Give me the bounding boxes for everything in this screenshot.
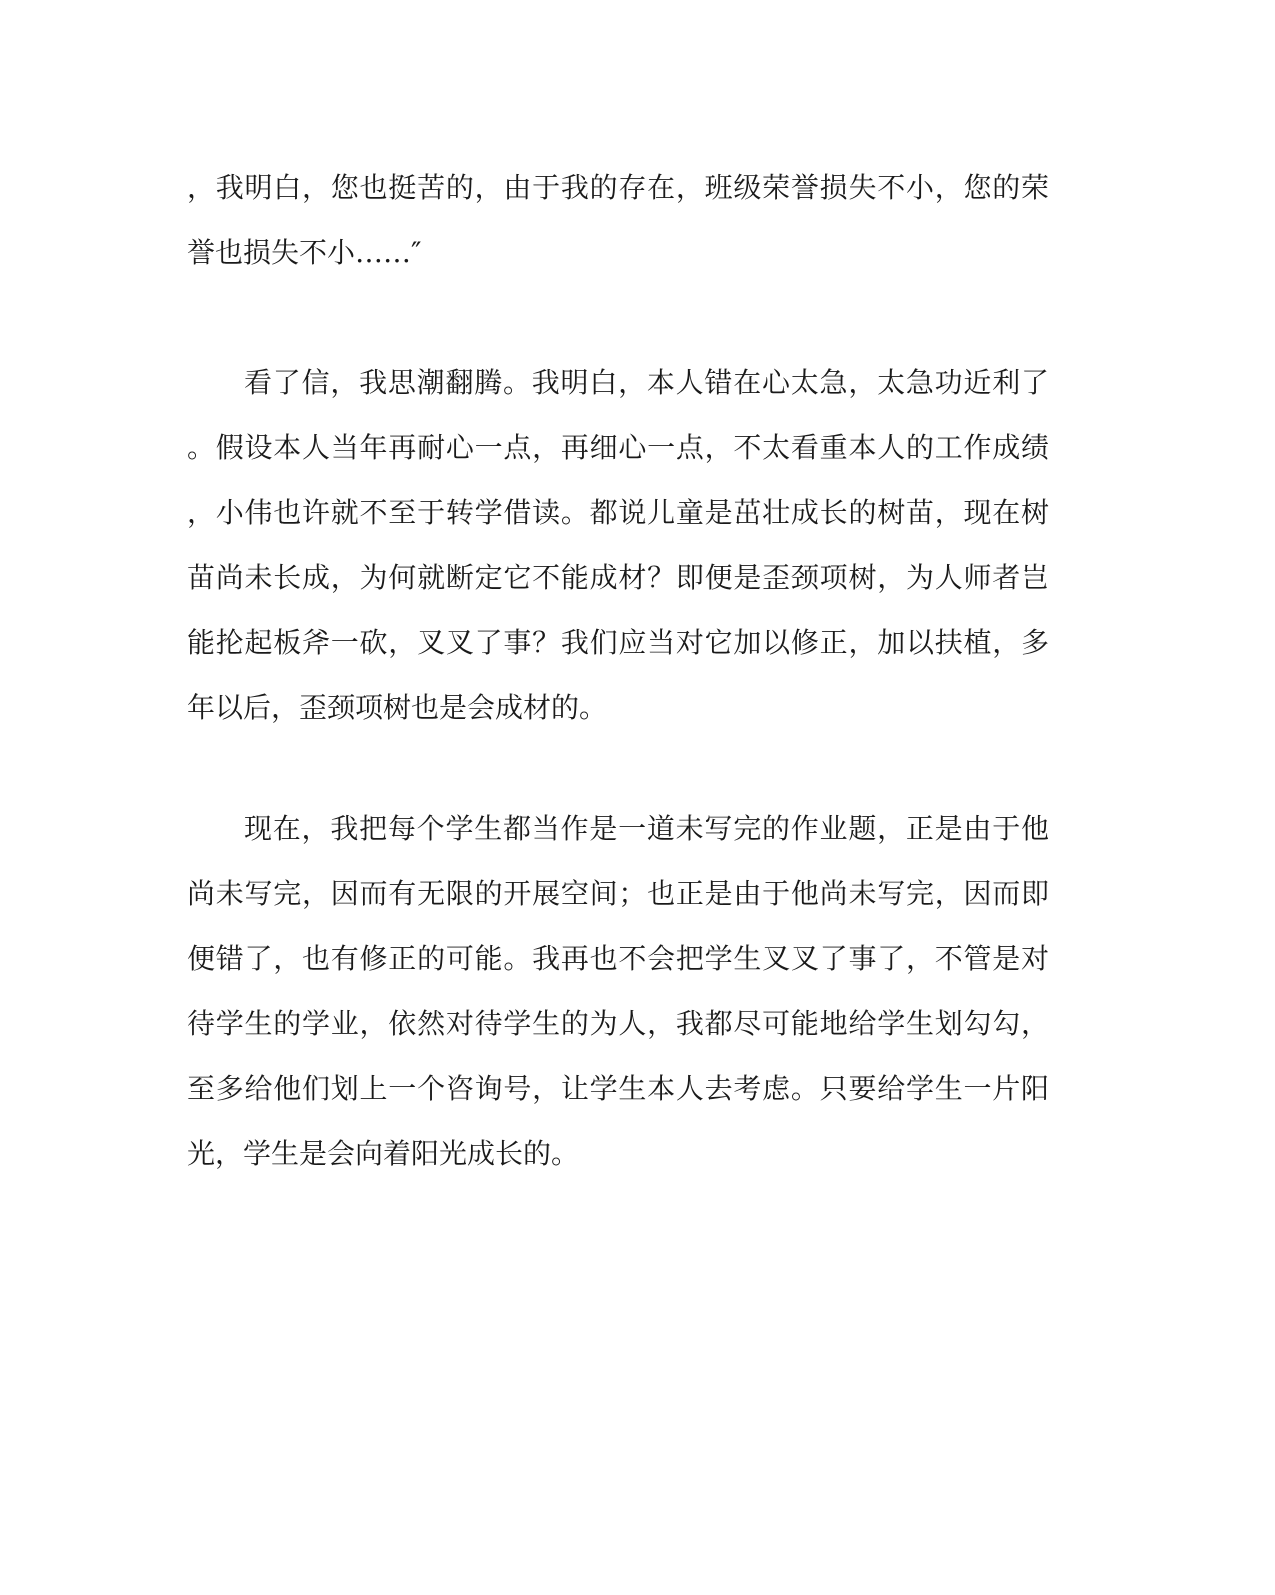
text-line: 现在，我把每个学生都当作是一道未写完的作业题，正是由于他	[244, 812, 1049, 845]
paragraph-2	[187, 350, 1049, 740]
text-line: 能抡起板斧一砍，叉叉了事？我们应当对它加以修正，加以扶植，多	[187, 626, 1049, 659]
text-line: ，我明白，您也挺苦的，由于我的存在，班级荣誉损失不小，您的荣	[187, 171, 1049, 204]
text-line: 至多给他们划上一个咨询号，让学生本人去考虑。只要给学生一片阳	[187, 1072, 1049, 1105]
text-line: 看了信，我思潮翻腾。我明白，本人错在心太急，太急功近利了	[244, 366, 1049, 399]
text-line: 誉也损失不小……″	[187, 236, 422, 269]
paragraph-1	[187, 155, 1049, 285]
text-line: 待学生的学业，依然对待学生的为人，我都尽可能地给学生划勾勾，	[187, 1007, 1049, 1040]
text-line: 年以后，歪颈项树也是会成材的。	[187, 691, 608, 724]
text-line: 便错了，也有修正的可能。我再也不会把学生叉叉了事了，不管是对	[187, 942, 1049, 975]
text-line: 尚未写完，因而有无限的开展空间；也正是由于他尚未写完，因而即	[187, 877, 1049, 910]
text-line: ，小伟也许就不至于转学借读。都说儿童是茁壮成长的树苗，现在树	[187, 496, 1049, 529]
text-line: 苗尚未长成，为何就断定它不能成材？即便是歪颈项树，为人师者岂	[187, 561, 1049, 594]
paragraph-3	[187, 796, 1049, 1186]
text-line: 光，学生是会向着阳光成长的。	[187, 1137, 580, 1170]
text-line: 。假设本人当年再耐心一点，再细心一点，不太看重本人的工作成绩	[187, 431, 1049, 464]
